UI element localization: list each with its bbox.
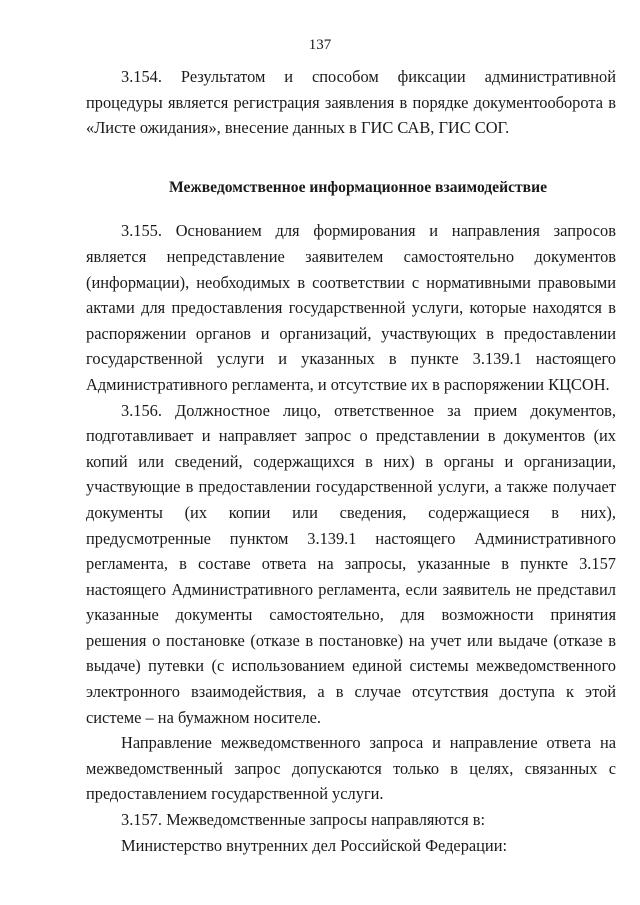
paragraph-ministry: Министерство внутренних дел Российской Федерации:: [121, 835, 508, 855]
spacer: [86, 200, 616, 218]
section-heading: Межведомственное информационное взаимодействие: [169, 178, 547, 196]
page-content: [86, 64, 616, 858]
paragraph-3-157: 3.157. Межведомственные запросы направляются в:: [121, 810, 486, 830]
paragraph-request-direction: Направление межведомственного запроса и направление ответа на межведомственный запрос допускаются только в целях, связанных с предоставлением государственной услуги.: [86, 733, 616, 804]
paragraph-3-155: 3.155. Основанием для формирования и направления запросов является непредставление заявителем самостоятельно документов (информации), необходимых в соответствии с нормативными правовыми актами для предоставления государственной услуги, которые находятся в распоряжении органов и организаций, участвующих в предоставлении государственной услуги и указанных в пункте 3.139.1 настоящего Административного регламента, и отсутствие их в распоряжении КЦСОН.: [86, 221, 616, 394]
paragraph-3-154: 3.154. Результатом и способом фиксации административной процедуры является регистрация заявления в порядке документооборота в «Листе ожидания», внесение данных в ГИС САВ, ГИС СОГ.: [86, 67, 616, 138]
paragraph-3-156: 3.156. Должностное лицо, ответственное за прием документов, подготавливает и направляет запрос о представлении в документов (их копий или сведений, содержащихся в них) в органы и организации, участвующие в предоставлении государственной услуги, а также получает документы (их копии или сведения, содержащиеся в них), предусмотренные пунктом 3.139.1 настоящего Административного регламента, в составе ответа на запросы, указанные в пункте 3.157 настоящего Административного регламента, если заявитель не представил указанные документы самостоятельно, для возможности принятия решения о постановке (отказе в постановке) на учет или выдаче (отказе в выдаче) путевки (с использованием единой системы межведомственного электронного взаимодействия, а в случае отсутствия доступа к этой системе – на бумажном носителе.: [86, 400, 616, 727]
page-number: 137: [308, 37, 332, 53]
spacer: [86, 141, 616, 175]
